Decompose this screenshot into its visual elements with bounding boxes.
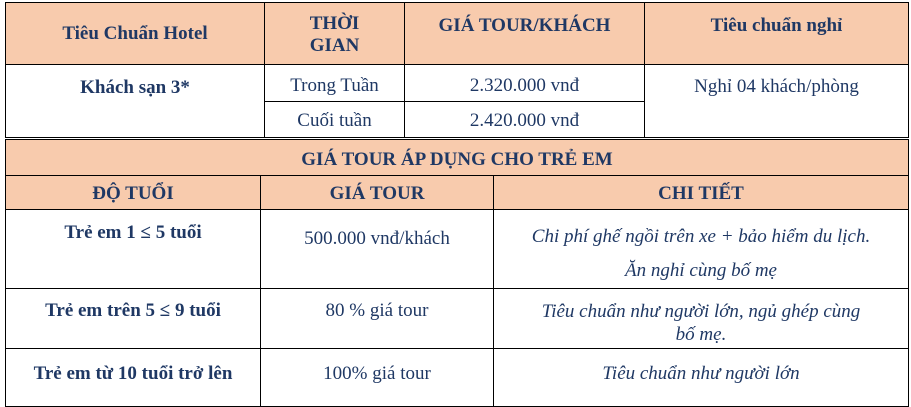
age-cell: Trẻ em 1 ≤ 5 tuổi	[6, 210, 261, 289]
age-cell: Trẻ em từ 10 tuổi trở lên	[6, 349, 261, 407]
time-cell: Cuối tuần	[265, 102, 405, 138]
header-hotel-standard: Tiêu Chuẩn Hotel	[6, 3, 265, 65]
hotel-table-header-row	[6, 3, 909, 65]
header-accommodation-standard: Tiêu chuẩn nghỉ	[645, 3, 909, 65]
hotel-row-weekday	[6, 65, 909, 102]
child-table-header-row	[6, 176, 909, 210]
time-cell: Trong Tuần	[265, 65, 405, 102]
header-tour-price: GIÁ TOUR	[261, 176, 494, 210]
detail-cell: Tiêu chuẩn như người lớn	[494, 349, 909, 407]
price-cell: 2.420.000 vnđ	[405, 102, 645, 138]
accommodation-cell: Nghỉ 04 khách/phòng	[645, 65, 909, 138]
hotel-price-table	[5, 2, 909, 138]
header-time: THỜI GIAN	[265, 3, 405, 65]
detail-cell: Tiêu chuẩn như người lớn, ngủ ghép cùng bố mẹ.	[494, 289, 909, 349]
header-price-per-guest: GIÁ TOUR/KHÁCH	[405, 3, 645, 65]
child-row	[6, 289, 909, 349]
child-table-title: GIÁ TOUR ÁP DỤNG CHO TRẺ EM	[6, 140, 909, 176]
child-row	[6, 349, 909, 407]
price-cell: 100% giá tour	[261, 349, 494, 407]
detail-cell: Chi phí ghế ngồi trên xe + bảo hiểm du lịch. Ăn nghỉ cùng bố mẹ	[494, 210, 909, 289]
child-table-title-row	[6, 140, 909, 176]
hotel-name-cell: Khách sạn 3*	[6, 65, 265, 138]
price-cell: 500.000 vnđ/khách	[261, 210, 494, 289]
child-price-table	[5, 139, 909, 407]
header-age: ĐỘ TUỔI	[6, 176, 261, 210]
child-row	[6, 210, 909, 289]
age-cell: Trẻ em trên 5 ≤ 9 tuổi	[6, 289, 261, 349]
price-cell: 80 % giá tour	[261, 289, 494, 349]
header-detail: CHI TIẾT	[494, 176, 909, 210]
price-cell: 2.320.000 vnđ	[405, 65, 645, 102]
